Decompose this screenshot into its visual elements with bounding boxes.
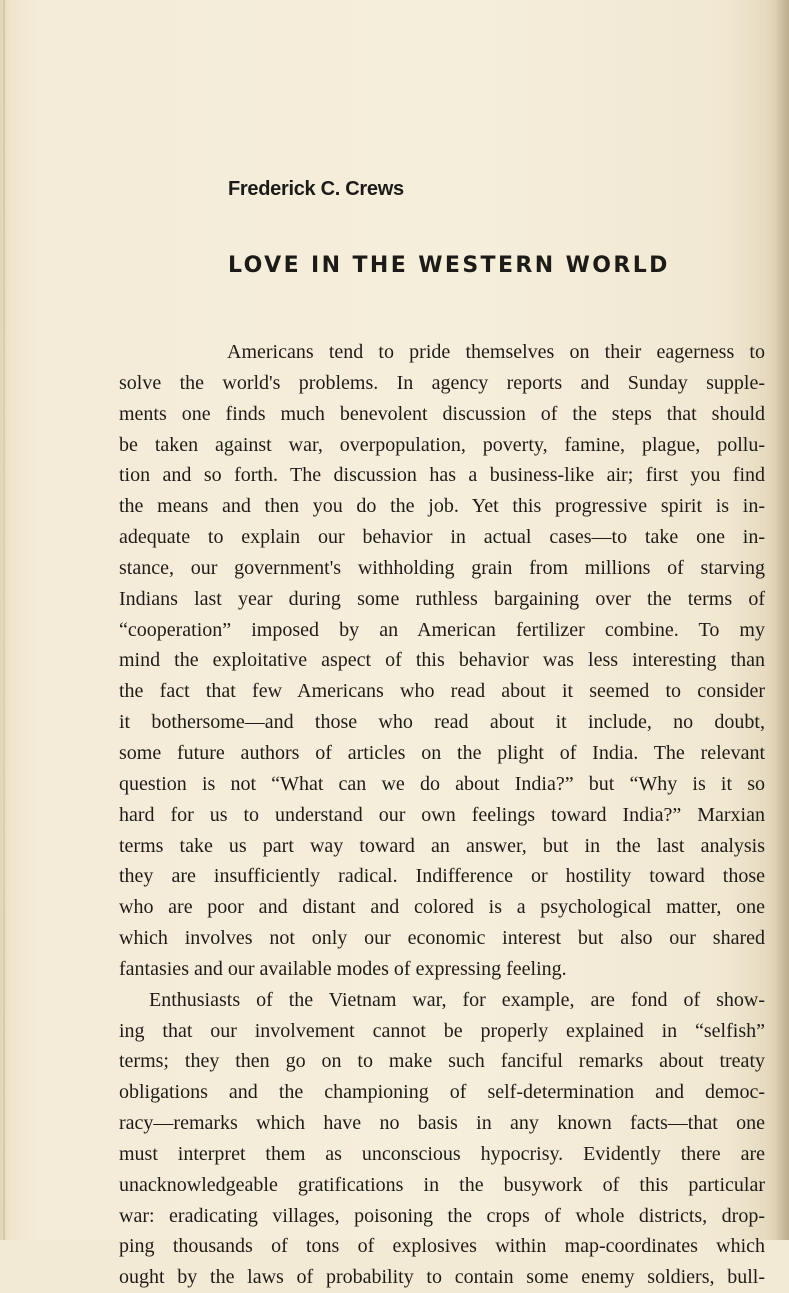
text-line: who are poor and distant and colored is a psychological matter, one bbox=[119, 896, 765, 919]
text-line: terms take us part way toward an answer, but in the last analysis bbox=[119, 834, 765, 857]
text-line: ing that our involvement cannot be properly explained in “selfish” bbox=[119, 1019, 765, 1042]
text-line: racy—remarks which have no basis in any known facts—that one bbox=[119, 1112, 765, 1135]
text-line: obligations and the championing of self-determination and democ- bbox=[119, 1081, 765, 1104]
text-line: the means and then you do the job. Yet this progressive spirit is in- bbox=[119, 495, 765, 518]
text-line: solve the world's problems. In agency reports and Sunday supple- bbox=[119, 371, 765, 394]
essay-title: LOVE IN THE WESTERN WORLD bbox=[228, 253, 670, 278]
text-line: ments one finds much benevolent discussion of the steps that should bbox=[119, 402, 765, 425]
text-line: adequate to explain our behavior in actual cases—to take one in- bbox=[119, 526, 765, 549]
text-line: some future authors of articles on the plight of India. The relevant bbox=[119, 741, 765, 764]
page-gutter bbox=[3, 0, 5, 1240]
text-line: unacknowledgeable gratifications in the busywork of this particular bbox=[119, 1173, 765, 1196]
text-line: terms; they then go on to make such fanciful remarks about treaty bbox=[119, 1050, 765, 1073]
page-edge-shadow bbox=[775, 0, 789, 1240]
text-line: tion and so forth. The discussion has a business-like air; first you find bbox=[119, 464, 765, 487]
text-line: question is not “What can we do about India?” but “Why is it so bbox=[119, 772, 765, 795]
text-line: must interpret them as unconscious hypocrisy. Evidently there are bbox=[119, 1142, 765, 1165]
text-line: ought by the laws of probability to contain some enemy soldiers, bull- bbox=[119, 1266, 765, 1289]
body-text bbox=[119, 337, 765, 1293]
text-line: fantasies and our available modes of expressing feeling. bbox=[119, 957, 567, 980]
text-line: hard for us to understand our own feelings toward India?” Marxian bbox=[119, 803, 765, 826]
text-line: “cooperation” imposed by an American fertilizer combine. To my bbox=[119, 618, 765, 641]
text-line: ping thousands of tons of explosives within map-coordinates which bbox=[119, 1235, 765, 1258]
author-name: Frederick C. Crews bbox=[228, 178, 404, 200]
text-line: which involves not only our economic interest but also our shared bbox=[119, 927, 765, 950]
text-line: mind the exploitative aspect of this behavior was less interesting than bbox=[119, 649, 765, 672]
text-line: war: eradicating villages, poisoning the crops of whole districts, drop- bbox=[119, 1204, 765, 1227]
text-line: Enthusiasts of the Vietnam war, for example, are fond of show- bbox=[149, 988, 765, 1011]
text-line: the fact that few Americans who read about it seemed to consider bbox=[119, 680, 765, 703]
text-line: Indians last year during some ruthless bargaining over the terms of bbox=[119, 587, 765, 610]
text-line: it bothersome—and those who read about it include, no doubt, bbox=[119, 711, 765, 734]
text-line: stance, our government's withholding grain from millions of starving bbox=[119, 556, 765, 579]
text-line: they are insufficiently radical. Indifference or hostility toward those bbox=[119, 865, 765, 888]
text-line: Americans tend to pride themselves on their eagerness to bbox=[227, 341, 765, 363]
text-line: be taken against war, overpopulation, poverty, famine, plague, pollu- bbox=[119, 433, 765, 456]
